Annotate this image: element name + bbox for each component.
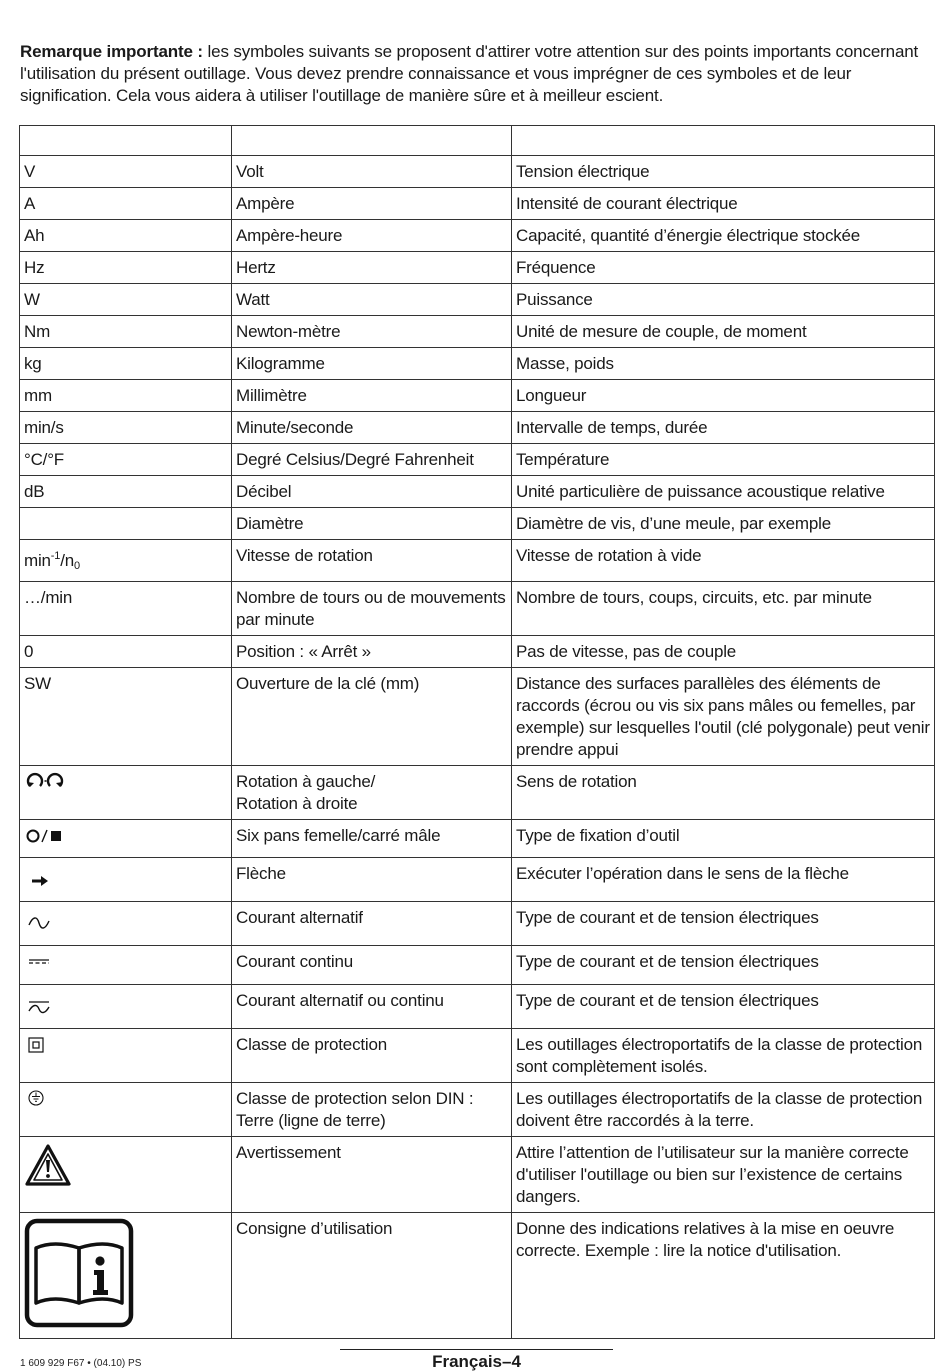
table-row (20, 902, 935, 946)
name-cell: Vitesse de rotation (232, 540, 512, 582)
name-cell: Classe de protection (232, 1029, 512, 1083)
table-row (20, 668, 935, 766)
symbol-cell: V (20, 156, 232, 188)
meaning-cell: Type de courant et de tension électriques (512, 985, 935, 1029)
meaning-cell: Capacité, quantité d’énergie électrique stockée (512, 220, 935, 252)
symbols-table (19, 125, 935, 1339)
name-cell: Décibel (232, 476, 512, 508)
meaning-cell: Donne des indications relatives à la mise en oeuvre correcte. Exemple : lire la notice d'utilisation. (512, 1213, 935, 1339)
symbol-cell: W (20, 284, 232, 316)
earth-icon (24, 1088, 54, 1110)
symbol-exponent: -1 (50, 550, 61, 562)
symbol-cell (20, 1083, 232, 1137)
meaning-cell: Diamètre de vis, d’une meule, par exemple (512, 508, 935, 540)
symbol-cell: °C/°F (20, 444, 232, 476)
table-row (20, 188, 935, 220)
symbol-cell: A (20, 188, 232, 220)
symbol-cell: kg (20, 348, 232, 380)
table-row (20, 1137, 935, 1213)
table-row (20, 946, 935, 985)
meaning-cell: Vitesse de rotation à vide (512, 540, 935, 582)
symbol-cell (20, 766, 232, 820)
name-cell: Courant alternatif (232, 902, 512, 946)
meaning-cell: Unité particulière de puissance acoustique relative (512, 476, 935, 508)
meaning-cell: Exécuter l’opération dans le sens de la flèche (512, 858, 935, 902)
warning-icon (24, 1142, 76, 1192)
symbol-cell (20, 902, 232, 946)
name-cell: Degré Celsius/Degré Fahrenheit (232, 444, 512, 476)
name-cell: Courant alternatif ou continu (232, 985, 512, 1029)
meaning-cell: Intervalle de temps, durée (512, 412, 935, 444)
table-row (20, 1213, 935, 1339)
table-row (20, 985, 935, 1029)
name-cell: Watt (232, 284, 512, 316)
symbol-cell: Ah (20, 220, 232, 252)
meaning-cell: Distance des surfaces parallèles des éléments de raccords (écrou ou vis six pans mâles ou femelles, par exemple) sur lesquelles l'outil (clé polygonale) peut venir prendre appui (512, 668, 935, 766)
intro-bold: Remarque importante : (20, 42, 203, 61)
intro-paragraph (20, 41, 935, 107)
rotation-icon (24, 771, 68, 793)
meaning-cell: Unité de mesure de couple, de moment (512, 316, 935, 348)
symbol-cell (20, 1137, 232, 1213)
table-row (20, 1029, 935, 1083)
symbol-cell (20, 508, 232, 540)
hex-square-icon (24, 825, 68, 847)
meaning-cell: Les outillages électroportatifs de la classe de protection doivent être raccordés à la terre. (512, 1083, 935, 1137)
name-cell: Ampère (232, 188, 512, 220)
name-cell: Newton-mètre (232, 316, 512, 348)
symbol-cell (20, 946, 232, 985)
meaning-cell: Type de fixation d’outil (512, 820, 935, 858)
name-cell: Avertissement (232, 1137, 512, 1213)
symbol-cell: Nm (20, 316, 232, 348)
meaning-cell: Type de courant et de tension électriques (512, 902, 935, 946)
name-line-2: Rotation à droite (236, 794, 358, 813)
name-cell: Nombre de tours ou de mouvements par minute (232, 582, 512, 636)
ac-dc-icon (24, 990, 54, 1018)
symbol-cell (20, 1029, 232, 1083)
page-language-number: Français–4 (432, 1352, 521, 1371)
meaning-cell: Sens de rotation (512, 766, 935, 820)
header-cell (512, 126, 935, 156)
meaning-cell: Tension électrique (512, 156, 935, 188)
table-header-row (20, 126, 935, 156)
table-row (20, 766, 935, 820)
symbol-cell: 0 (20, 636, 232, 668)
table-row (20, 252, 935, 284)
document-code: 1 609 929 F67 • (04.10) PS (20, 1358, 142, 1369)
name-cell: Diamètre (232, 508, 512, 540)
symbol-cell (20, 1213, 232, 1339)
table-row (20, 1083, 935, 1137)
meaning-cell: Masse, poids (512, 348, 935, 380)
symbol-cell: …/min (20, 582, 232, 636)
meaning-cell: Les outillages électroportatifs de la classe de protection sont complètement isolés. (512, 1029, 935, 1083)
name-cell: Volt (232, 156, 512, 188)
table-row (20, 540, 935, 582)
name-cell: Flèche (232, 858, 512, 902)
intro-text: les symboles suivants se proposent d'attirer votre attention sur des points importants concernant l'utilisation du présent outillage. Vous devez prendre connaissance et vous imprégner de ces symboles et de leur signification. Cela vous aidera à utiliser l'outillage de manière sûre et à meilleur escient. (20, 42, 919, 105)
arrow-icon (24, 863, 54, 891)
symbol-cell (20, 820, 232, 858)
table-row (20, 444, 935, 476)
name-cell: Six pans femelle/carré mâle (232, 820, 512, 858)
name-cell: Hertz (232, 252, 512, 284)
protection-class-ii-icon (24, 1034, 54, 1056)
table-row (20, 636, 935, 668)
table-row (20, 820, 935, 858)
symbol-n: /n (60, 551, 74, 570)
name-cell: Ampère-heure (232, 220, 512, 252)
meaning-cell: Type de courant et de tension électriques (512, 946, 935, 985)
symbol-min: min (24, 551, 51, 570)
meaning-cell: Intensité de courant électrique (512, 188, 935, 220)
name-line-1: Rotation à gauche/ (236, 772, 376, 791)
symbol-cell: min/s (20, 412, 232, 444)
table-row (20, 156, 935, 188)
meaning-cell: Attire l’attention de l’utilisateur sur la manière correcte d'utiliser l'outillage ou bien sur l’existence de certains dangers. (512, 1137, 935, 1213)
symbol-cell: SW (20, 668, 232, 766)
symbol-cell: Hz (20, 252, 232, 284)
table-row (20, 348, 935, 380)
symbol-cell (20, 985, 232, 1029)
meaning-cell: Fréquence (512, 252, 935, 284)
symbol-cell: mm (20, 380, 232, 412)
header-cell (232, 126, 512, 156)
table-row (20, 582, 935, 636)
table-row (20, 284, 935, 316)
dc-icon (24, 951, 54, 973)
meaning-cell: Longueur (512, 380, 935, 412)
name-cell: Ouverture de la clé (mm) (232, 668, 512, 766)
name-cell: Millimètre (232, 380, 512, 412)
table-row (20, 858, 935, 902)
name-cell: Minute/seconde (232, 412, 512, 444)
table-row (20, 316, 935, 348)
table-row (20, 476, 935, 508)
name-cell: Position : « Arrêt » (232, 636, 512, 668)
ac-icon (24, 907, 54, 935)
name-cell (232, 766, 512, 820)
meaning-cell: Puissance (512, 284, 935, 316)
manual-icon (24, 1218, 136, 1328)
name-cell: Kilogramme (232, 348, 512, 380)
symbol-cell: dB (20, 476, 232, 508)
meaning-cell: Nombre de tours, coups, circuits, etc. par minute (512, 582, 935, 636)
meaning-cell: Pas de vitesse, pas de couple (512, 636, 935, 668)
symbol-cell (20, 540, 232, 582)
name-cell: Classe de protection selon DIN : Terre (ligne de terre) (232, 1083, 512, 1137)
meaning-cell: Température (512, 444, 935, 476)
footer-divider (340, 1349, 613, 1350)
symbol-cell (20, 858, 232, 902)
table-row (20, 380, 935, 412)
table-row (20, 412, 935, 444)
name-cell: Consigne d’utilisation (232, 1213, 512, 1339)
table-row (20, 508, 935, 540)
name-cell: Courant continu (232, 946, 512, 985)
table-row (20, 220, 935, 252)
header-cell (20, 126, 232, 156)
symbol-subscript: 0 (73, 560, 80, 572)
